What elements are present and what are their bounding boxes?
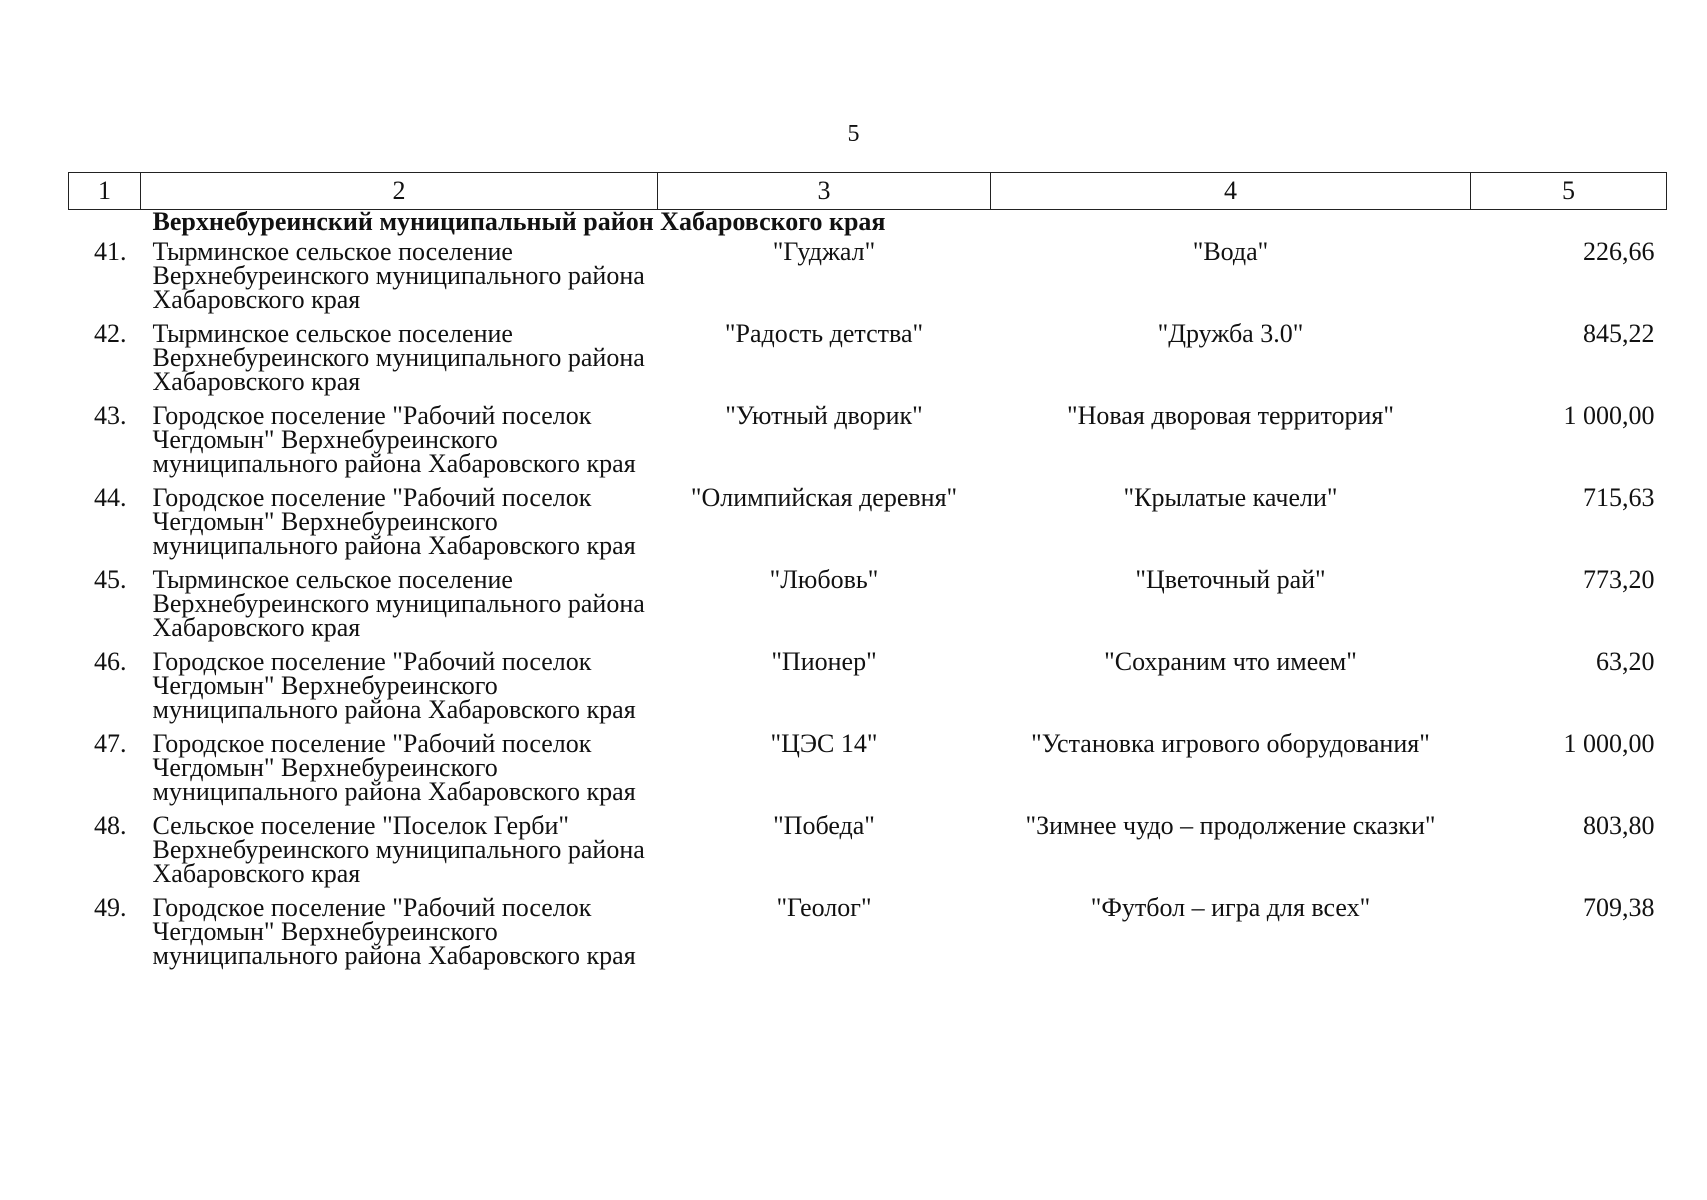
section-title: Верхнебуреинский муниципальный район Хабаровского края (152, 207, 886, 236)
row-number: 42. (94, 319, 127, 348)
table-body (69, 207, 1667, 979)
table-row (69, 814, 1667, 896)
team-name: "Победа" (773, 811, 875, 840)
settlement-name: Тырминское сельское поселение Верхнебуреинского муниципального района Хабаровского края (152, 565, 645, 642)
section-spacer (1471, 210, 1667, 241)
header-col-3: 3 (658, 173, 991, 210)
settlement-name: Городское поселение "Рабочий поселок Чегдомын" Верхнебуреинского муниципального района Хабаровского края (152, 401, 636, 478)
header-row (69, 173, 1667, 210)
project-name: "Цветочный рай" (1135, 565, 1326, 594)
amount-value: 1 000,00 (1563, 401, 1655, 430)
table-header (69, 173, 1667, 210)
amount-value: 803,80 (1583, 811, 1655, 840)
page-number: 5 (847, 121, 860, 147)
table-row (69, 322, 1667, 404)
table-row (69, 896, 1667, 978)
settlement-name: Тырминское сельское поселение Верхнебуреинского муниципального района Хабаровского края (152, 237, 645, 314)
team-name: "Олимпийская деревня" (690, 483, 958, 512)
header-col-2: 2 (141, 173, 658, 210)
project-name: "Дружба 3.0" (1157, 319, 1304, 348)
project-name: "Сохраним что имеем" (1104, 647, 1357, 676)
settlement-name: Тырминское сельское поселение Верхнебуреинского муниципального района Хабаровского края (152, 319, 645, 396)
table-row (69, 650, 1667, 732)
project-name: "Вода" (1192, 237, 1269, 266)
team-name: "Пионер" (771, 647, 877, 676)
team-name: "Радость детства" (724, 319, 924, 348)
amount-value: 773,20 (1583, 565, 1655, 594)
row-number: 43. (94, 401, 127, 430)
settlement-name: Городское поселение "Рабочий поселок Чегдомын" Верхнебуреинского муниципального района Хабаровского края (152, 893, 636, 970)
table-row (69, 568, 1667, 650)
header-col-1: 1 (69, 173, 141, 210)
section-row (69, 210, 1667, 241)
team-name: "Уютный дворик" (725, 401, 923, 430)
row-number: 45. (94, 565, 127, 594)
projects-table (68, 172, 1667, 978)
table-row (69, 486, 1667, 568)
row-number: 46. (94, 647, 127, 676)
project-name: "Новая дворовая территория" (1067, 401, 1394, 430)
amount-value: 226,66 (1583, 237, 1655, 266)
row-number: 49. (94, 893, 127, 922)
row-number: 41. (94, 237, 127, 266)
table-row (69, 404, 1667, 486)
team-name: "Любовь" (769, 565, 879, 594)
amount-value: 845,22 (1583, 319, 1655, 348)
settlement-name: Городское поселение "Рабочий поселок Чегдомын" Верхнебуреинского муниципального района Хабаровского края (152, 729, 636, 806)
table-row (69, 240, 1667, 322)
settlement-name: Городское поселение "Рабочий поселок Чегдомын" Верхнебуреинского муниципального района Хабаровского края (152, 647, 636, 724)
amount-value: 63,20 (1596, 647, 1655, 676)
row-number: 48. (94, 811, 127, 840)
row-number: 47. (94, 729, 127, 758)
row-number: 44. (94, 483, 127, 512)
project-name: "Зимнее чудо – продолжение сказки" (1025, 811, 1436, 840)
team-name: "Геолог" (776, 893, 872, 922)
project-name: "Футбол – игра для всех" (1090, 893, 1371, 922)
amount-value: 715,63 (1583, 483, 1655, 512)
header-col-5: 5 (1471, 173, 1667, 210)
amount-value: 709,38 (1583, 893, 1655, 922)
team-name: "Гуджал" (772, 237, 876, 266)
project-name: "Установка игрового оборудования" (1031, 729, 1430, 758)
section-spacer (69, 210, 141, 241)
settlement-name: Сельское поселение "Поселок Герби" Верхнебуреинского муниципального района Хабаровского края (152, 811, 645, 888)
section-spacer (991, 210, 1471, 241)
project-name: "Крылатые качели" (1123, 483, 1338, 512)
header-col-4: 4 (991, 173, 1471, 210)
table-row (69, 732, 1667, 814)
settlement-name: Городское поселение "Рабочий поселок Чегдомын" Верхнебуреинского муниципального района Хабаровского края (152, 483, 636, 560)
team-name: "ЦЭС 14" (770, 729, 878, 758)
amount-value: 1 000,00 (1563, 729, 1655, 758)
